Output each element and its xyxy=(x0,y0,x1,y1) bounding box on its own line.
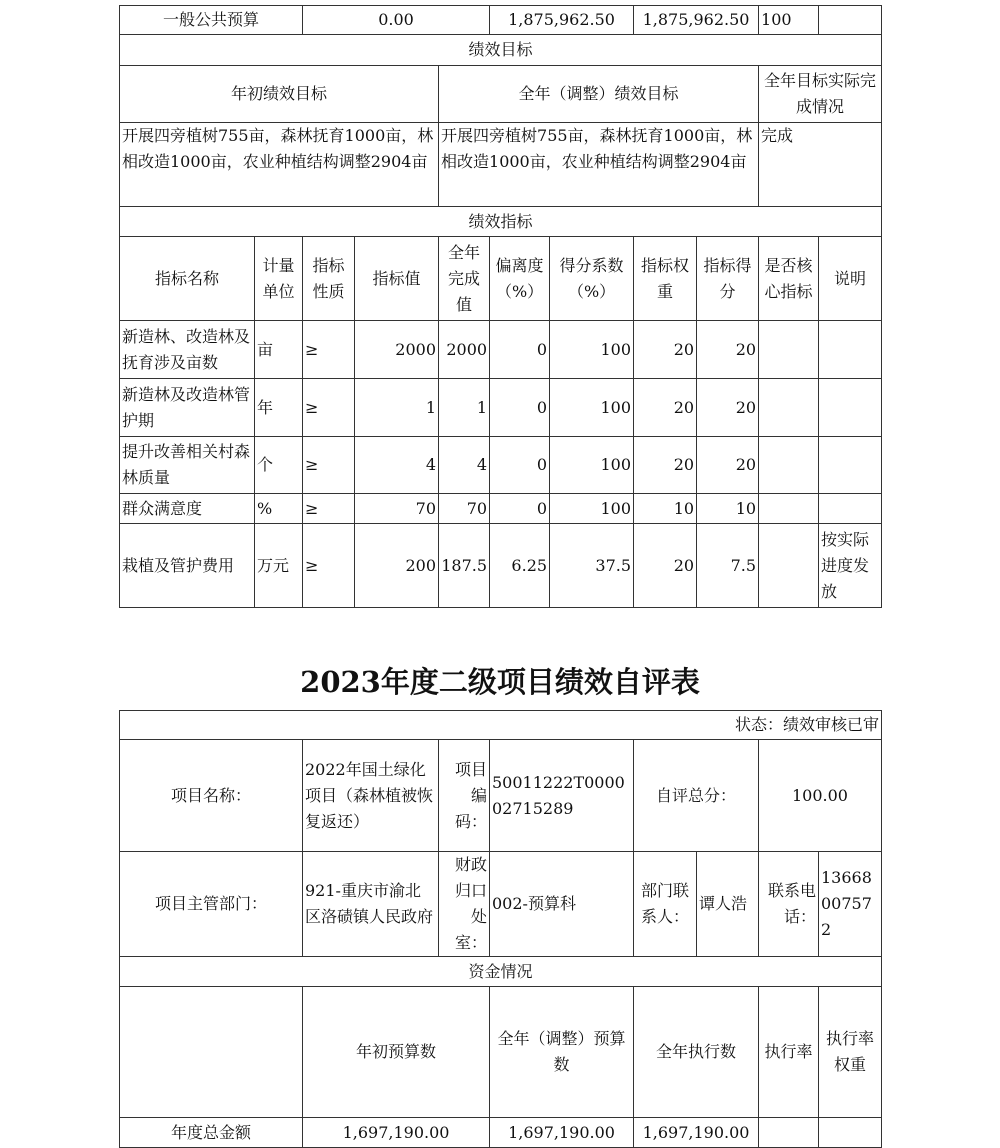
indicator-deviation: 6.25 xyxy=(490,524,550,608)
indicator-nature: ≥ xyxy=(303,524,355,608)
contact-label: 部门联系人： xyxy=(634,852,697,957)
indicator-unit: 年 xyxy=(255,379,303,437)
project-self-eval-table xyxy=(119,710,882,1148)
total-executed: 1,697,190.00 xyxy=(634,1118,759,1148)
fund-col-blank xyxy=(120,987,303,1118)
col-header: 全年完成值 xyxy=(439,237,490,321)
indicator-target: 2000 xyxy=(355,321,439,379)
indicator-weight: 20 xyxy=(634,524,697,608)
project-name: 2022年国土绿化项目（森林植被恢复返还） xyxy=(303,740,439,852)
indicator-done: 187.5 xyxy=(439,524,490,608)
indicator-note xyxy=(819,321,882,379)
col-header: 指标名称 xyxy=(120,237,255,321)
fund-col-adjusted: 全年（调整）预算数 xyxy=(490,987,634,1118)
indicator-score: 20 xyxy=(697,321,759,379)
goal-initial: 开展四旁植树755亩，森林抚育1000亩，林相改造1000亩，农业种植结构调整2904亩 xyxy=(120,123,439,207)
indicator-name: 提升改善相关村森林质量 xyxy=(120,437,255,494)
indicator-name: 群众满意度 xyxy=(120,494,255,524)
indicator-score: 20 xyxy=(697,437,759,494)
goal-header-initial: 年初绩效目标 xyxy=(120,66,439,123)
indicator-weight: 10 xyxy=(634,494,697,524)
col-header: 指标性质 xyxy=(303,237,355,321)
indicator-weight: 20 xyxy=(634,321,697,379)
project-code: 50011222T000002715289 xyxy=(490,740,634,852)
fund-col-initial: 年初预算数 xyxy=(303,987,490,1118)
indicator-coef: 100 xyxy=(550,321,634,379)
indicator-deviation: 0 xyxy=(490,379,550,437)
indicator-coef: 100 xyxy=(550,379,634,437)
indicator-unit: 万元 xyxy=(255,524,303,608)
indicator-target: 200 xyxy=(355,524,439,608)
indicator-done: 4 xyxy=(439,437,490,494)
indicator-name: 新造林、改造林及抚育涉及亩数 xyxy=(120,321,255,379)
finance: 002-预算科 xyxy=(490,852,634,957)
goal-adjusted: 开展四旁植树755亩，森林抚育1000亩，林相改造1000亩，农业种植结构调整2904亩 xyxy=(439,123,759,207)
project-name-label: 项目名称： xyxy=(120,740,303,852)
indicator-done: 70 xyxy=(439,494,490,524)
total-label: 年度总金额 xyxy=(120,1118,303,1148)
budget-row xyxy=(120,6,882,35)
indicator-coef: 37.5 xyxy=(550,524,634,608)
indicator-name: 新造林及改造林管护期 xyxy=(120,379,255,437)
budget-adjusted: 1,875,962.50 xyxy=(490,6,634,35)
indicator-weight: 20 xyxy=(634,437,697,494)
indicator-name: 栽植及管护费用 xyxy=(120,524,255,608)
indicator-row xyxy=(120,321,882,379)
indicator-row xyxy=(120,494,882,524)
indicator-header: 绩效指标 xyxy=(120,207,882,237)
col-header: 得分系数（%） xyxy=(550,237,634,321)
col-header: 说明 xyxy=(819,237,882,321)
indicator-target: 1 xyxy=(355,379,439,437)
indicator-row xyxy=(120,379,882,437)
contact: 谭人浩 xyxy=(697,852,759,957)
indicator-score: 20 xyxy=(697,379,759,437)
total-adjusted: 1,697,190.00 xyxy=(490,1118,634,1148)
indicator-score: 10 xyxy=(697,494,759,524)
indicator-core xyxy=(759,321,819,379)
indicator-deviation: 0 xyxy=(490,494,550,524)
goal-header-actual: 全年目标实际完成情况 xyxy=(759,66,882,123)
indicator-score: 7.5 xyxy=(697,524,759,608)
indicator-coef: 100 xyxy=(550,494,634,524)
goal-actual: 完成 xyxy=(759,123,882,207)
indicator-core xyxy=(759,524,819,608)
indicator-nature: ≥ xyxy=(303,494,355,524)
budget-rate: 100 xyxy=(759,6,819,35)
phone-label: 联系电话： xyxy=(759,852,819,957)
indicator-done: 2000 xyxy=(439,321,490,379)
performance-table-top xyxy=(119,5,882,608)
total-initial: 1,697,190.00 xyxy=(303,1118,490,1148)
indicator-note xyxy=(819,379,882,437)
indicator-unit: 个 xyxy=(255,437,303,494)
total-weight xyxy=(819,1118,882,1148)
indicator-weight: 20 xyxy=(634,379,697,437)
self-score: 100.00 xyxy=(759,740,882,852)
indicator-done: 1 xyxy=(439,379,490,437)
goal-header-adjusted: 全年（调整）绩效目标 xyxy=(439,66,759,123)
indicator-col-headers xyxy=(120,237,882,321)
fund-col-rate: 执行率 xyxy=(759,987,819,1118)
indicator-unit: 亩 xyxy=(255,321,303,379)
total-rate xyxy=(759,1118,819,1148)
budget-weight xyxy=(819,6,882,35)
indicator-deviation: 0 xyxy=(490,437,550,494)
indicator-core xyxy=(759,379,819,437)
budget-executed: 1,875,962.50 xyxy=(634,6,759,35)
col-header: 指标权重 xyxy=(634,237,697,321)
total-row xyxy=(120,1118,882,1148)
fund-col-executed: 全年执行数 xyxy=(634,987,759,1118)
col-header: 偏离度（%） xyxy=(490,237,550,321)
col-header: 指标值 xyxy=(355,237,439,321)
finance-label: 财政归口处室： xyxy=(439,852,490,957)
indicator-target: 4 xyxy=(355,437,439,494)
col-header: 是否核心指标 xyxy=(759,237,819,321)
indicator-note xyxy=(819,494,882,524)
phone: 13668007572 xyxy=(819,852,882,957)
fund-header: 资金情况 xyxy=(120,957,882,987)
dept-label: 项目主管部门： xyxy=(120,852,303,957)
self-score-label: 自评总分： xyxy=(634,740,759,852)
fund-col-weight: 执行率权重 xyxy=(819,987,882,1118)
indicator-nature: ≥ xyxy=(303,437,355,494)
col-header: 指标得分 xyxy=(697,237,759,321)
project-code-label: 项目编码： xyxy=(439,740,490,852)
indicator-nature: ≥ xyxy=(303,379,355,437)
indicator-target: 70 xyxy=(355,494,439,524)
indicator-row xyxy=(120,437,882,494)
indicator-note xyxy=(819,437,882,494)
status-badge: 状态：绩效审核已审 xyxy=(120,711,882,740)
indicator-note: 按实际进度发放 xyxy=(819,524,882,608)
indicator-core xyxy=(759,494,819,524)
budget-label: 一般公共预算 xyxy=(120,6,303,35)
indicator-unit: % xyxy=(255,494,303,524)
dept: 921-重庆市渝北区洛碛镇人民政府 xyxy=(303,852,439,957)
budget-initial: 0.00 xyxy=(303,6,490,35)
indicator-coef: 100 xyxy=(550,437,634,494)
indicator-deviation: 0 xyxy=(490,321,550,379)
indicator-nature: ≥ xyxy=(303,321,355,379)
indicator-row xyxy=(120,524,882,608)
page-title: 2023年度二级项目绩效自评表 xyxy=(300,665,700,699)
col-header: 计量单位 xyxy=(255,237,303,321)
perf-goal-header: 绩效目标 xyxy=(120,35,882,66)
indicator-core xyxy=(759,437,819,494)
